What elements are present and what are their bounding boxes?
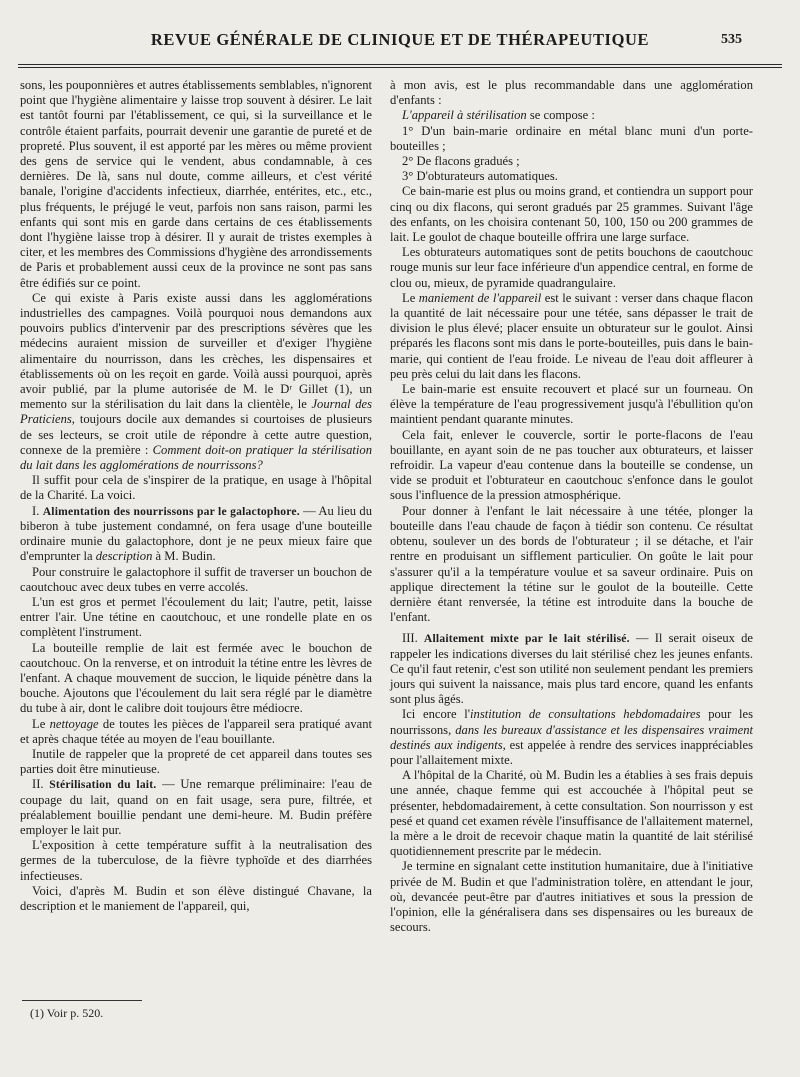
paragraph: Le nettoyage de toutes les pièces de l'appareil sera pratiqué avant et après chaque tétée au moyen de l'eau bouillante. [20,716,373,746]
paragraph: Voici, d'après M. Budin et son élève distingué Chavane, la description et le maniement de l'appareil, qui, [20,883,372,913]
left-column [20,78,372,914]
paragraph: Ce qui existe à Paris existe aussi dans les agglomérations industrielles des campagnes. Voilà pourquoi nous demandons aux pouvoirs publics d'intervenir par des prescriptions sévères que les médecins auraient mission de surveiller et d'exiger l'hygiène alimentaire du nourrisson, dans les crèches, les dispensaires et établissements où on les reçoit en garde. Voilà aussi pourquoi, après avoir publié, par la plume autorisée de M. le Dʳ Gillet (1), un memento sur la stérilisation du lait dans la clientèle, le Journal des Praticiens, toujours docile aux demandes si courtoises de plusieurs de ses lecteurs, se croit utile de répondre à cette autre question, connexe de la première : Comment doit-on pratiquer la stérilisation du lait dans les agglomérations de nourrissons? [20,290,373,473]
paragraph: Le maniement de l'appareil est le suivant : verser dans chaque flacon la quantité de lait nécessaire pour une tétée, sans dépasser le trait de division le plus élevé; placer ensuite un obturateur sur le goulot. Ainsi préparés les flacons sont mis dans le porte-bouteilles, puis dans le bain-marie, qui contient de l'eau froide. Le niveau de l'eau doit affleurer à peu près celui du lait dans les flacons. [390,290,753,381]
paragraph: Pour construire le galactophore il suffit de traverser un bouchon de caoutchouc avec deux tubes en verre accolés. [20,564,372,594]
right-column [390,78,753,935]
footnote: (1) Voir p. 520. [30,1006,104,1020]
paragraph: Cela fait, enlever le couvercle, sortir le porte-flacons de l'eau bouillante, en ayant soin de ne pas toucher aux obturateurs, et laisser refroidir. La vapeur d'eau contenue dans la bouteille se condense, un vide se produit et l'obturateur en caoutchouc s'enfonce dans le goulot sous l'influence de la pression atmosphérique. [390,427,753,503]
section-heading: III. Allaitement mixte par le lait stérilisé. — Il serait oiseux de rappeler les indications diverses du lait stérilisé chez les jeunes enfants. Ce qu'il faut retenir, c'est son utilité non seulement pendant les premiers jours qui suivent la naissance, mais plus tard encore, quand les enfants sont plus âgés. [390,631,753,707]
paragraph: L'appareil à stérilisation se compose : [402,108,595,123]
list-item: 2° De flacons gradués ; [402,154,520,169]
paragraph: Ce bain-marie est plus ou moins grand, et contiendra un support pour cinq ou dix flacons, qui seront gradués par 25 grammes. Suivant l'âge des enfants, on les choisira contenant 50, 100, 150 ou 200 grammes de lait. Le goulot de chaque bouteille offrira une large surface. [390,184,753,245]
header-rule [18,64,782,68]
paragraph: Il suffit pour cela de s'inspirer de la pratique, en usage à l'hôpital de la Charité. La voici. [20,473,372,503]
paragraph: L'exposition à cette température suffit à la neutralisation des germes de la tuberculose, de la fièvre typhoïde et des diarrhées infectieuses. [20,838,372,883]
paragraph: Inutile de rappeler que la propreté de cet appareil dans toutes ses parties doit être minutieuse. [20,746,372,777]
paragraph: L'un est gros et permet l'écoulement du lait; l'autre, petit, laisse entrer l'air. Une tétine en caoutchouc, et une rondelle plate en os complètent l'instrument. [20,594,372,640]
page-header [20,30,780,54]
section-heading: I. Alimentation des nourrissons par le galactophore. — Au lieu du biberon à tube justement condamné, on fera usage d'une bouteille ordinaire munie du galactophore, dont je ne peux mieux faire que d'emprunter la description à M. Budin. [20,503,372,564]
running-title: REVUE GÉNÉRALE DE CLINIQUE ET DE THÉRAPEUTIQUE [150,30,650,49]
paragraph: à mon avis, est le plus recommandable dans une agglomération d'enfants : [390,78,753,108]
list-item: 1° D'un bain-marie ordinaire en métal blanc muni d'un porte-bouteilles ; [390,123,753,153]
section-title: Allaitement mixte par le lait stérilisé. [423,632,630,646]
paragraph: Pour donner à l'enfant le lait nécessaire à une tétée, plonger la bouteille dans l'eau chaude de façon à tiédir son contenu. Ce résultat obtenu, soulever un des bords de l'obturateur ; il se détache, et l'air rentre en produisant un sifflement particulier. On goûte le lait pour s'assurer qu'il a la température voulue et sa saveur ordinaire. Puis on applique directement la tétine sur le goulot de la bouteille. Cette dernière étant renversée, la tétine est introduite dans la bouche de l'enfant. [390,503,753,625]
list-item: 3° D'obturateurs automatiques. [402,169,558,184]
section-title: Stérilisation du lait. [49,778,157,792]
section-heading: II. Stérilisation du lait. — Une remarque préliminaire: l'eau de coupage du lait, quand on en fait usage, sera pure, filtrée, et préalablement bouillie pendant une demi-heure. M. Budin préfère employer le lait pur. [20,777,372,837]
paragraph: Les obturateurs automatiques sont de petits bouchons de caoutchouc rouge munis sur leur face inférieure d'un appendice central, en forme de clou ou, mieux, de pyramide quadrangulaire. [390,245,753,290]
paragraph: A l'hôpital de la Charité, où M. Budin les a établies à ses frais depuis une année, chaque femme qui est accouchée à l'hôpital peut se présenter, hebdomadairement, à cette consultation. Son nourrisson y est pesé et quand cet examen révèle l'insuffisance de l'allaitement maternel, la mère a le droit de recevoir chaque matin la quantité de lait stérilisé quotidiennement prescrite par le médecin. [390,768,753,859]
paragraph: La bouteille remplie de lait est fermée avec le bouchon de caoutchouc. On la renverse, et on introduit la tétine entre les lèvres de l'enfant. A chaque mouvement de succion, le liquide pénètre dans la bouche. Ajoutons que l'écoulement du lait sera réglé par le diamètre du tube à air, dont le calibre doit toujours être médiocre. [20,640,372,716]
question-italic: Comment doit-on pratiquer la stérilisation du lait dans les agglomérations de nourrissons? [20,442,373,473]
paragraph: sons, les pouponnières et autres établissements semblables, n'ignorent point que l'hygiène alimentaire y laisse trop souvent à désirer. Le lait est tantôt fourni par l'établissement, ce qui, si la surveillance et le contrôle étaient parfaits, pourrait devenir une garantie de pureté et de propreté. Plus souvent, il est apporté par les mères ou même provient des gens de service qui le vendent, abus condamnable, à ces dernières. De là, sans nul doute, comme ailleurs, et c'est vérité banale, l'origine d'accidents infectieux, diarrhée, entérites, etc., etc., plus fréquents, le préjugé le veut, parfois non sans raison, parmi les enfants qui sont mis en garde dans certains de ces établissements dont l'hygiène laisse trop à désirer. Il y aurait de tristes exemples à citer, et les membres des Commissions d'hygiène des arrondissements de Paris et probablement aussi ceux de la province ne sont pas sans être édifiés sur ce point. [20,78,372,290]
footnote-rule [22,1000,142,1001]
paragraph: Je termine en signalant cette institution humanitaire, due à l'initiative privée de M. Budin et que l'administration tolère, en attendant le jour, où, devancée peut-être par d'autres initiatives et sous la pression de l'opinion, elle la généralisera dans ses dispensaires ou les bureaux de secours. [390,859,753,935]
paragraph: Ici encore l'institution de consultations hebdomadaires pour les nourrissons, dans les bureaux d'assistance et les dispensaires vraiment destinés aux indigents, est appelée à rendre des services inappréciables pour l'allaitement mixte. [390,707,753,767]
journal-title: Journal des Praticiens [20,397,372,427]
section-title: Alimentation des nourrissons par le galactophore. [42,504,300,518]
page-number: 535 [721,32,742,47]
paragraph: Le bain-marie est ensuite recouvert et placé sur un fourneau. On élève la température de l'eau progressivement jusqu'à l'ébullition qu'on maintient pendant quarante minutes. [390,382,753,427]
